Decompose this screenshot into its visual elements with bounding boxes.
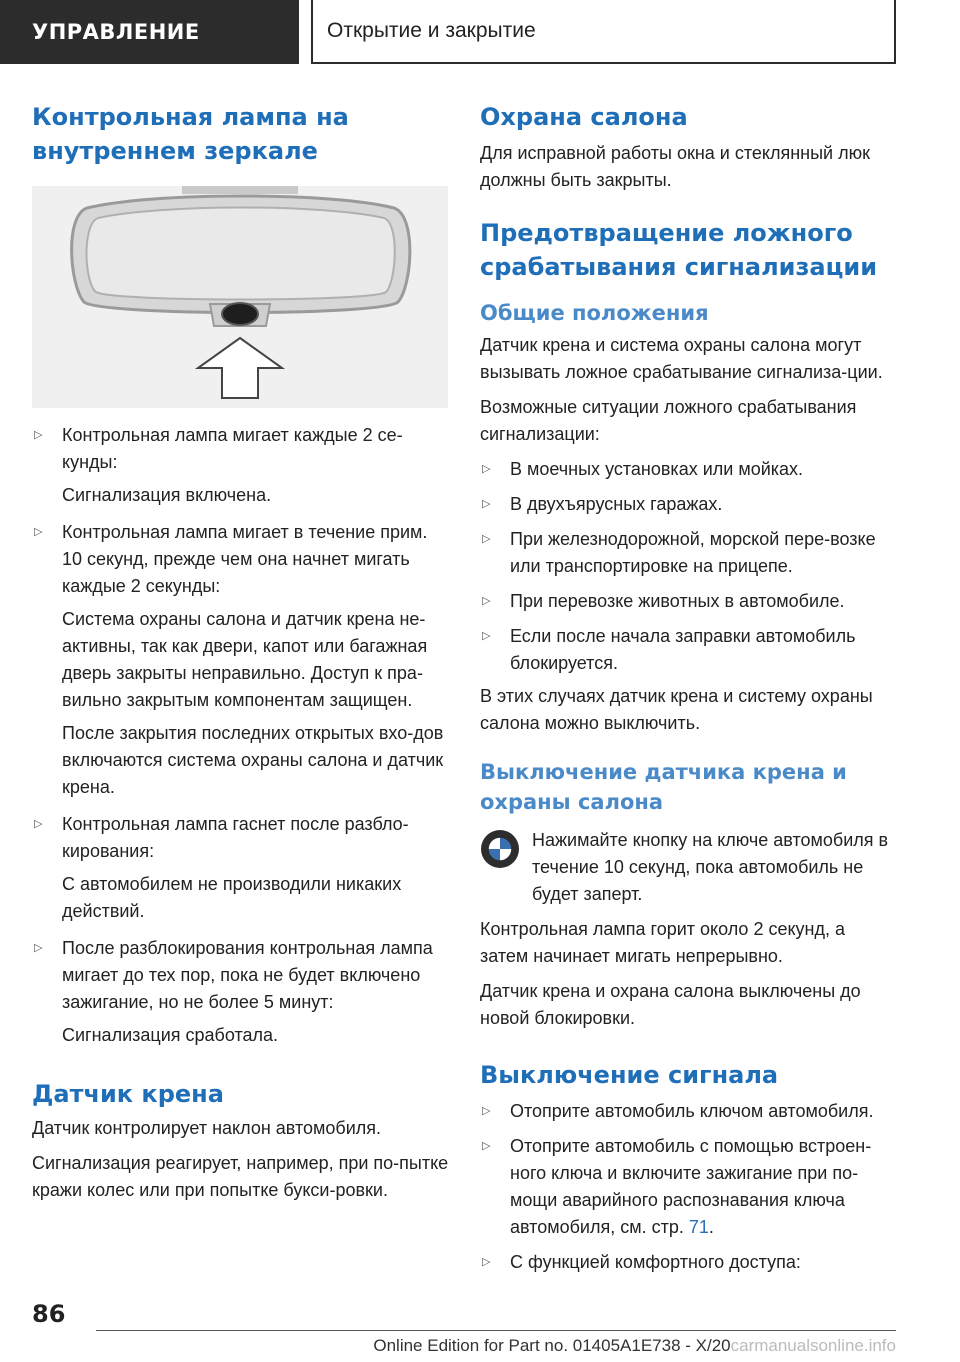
list-item: ▷ Отоприте автомобиль ключом автомобиля. xyxy=(480,1098,898,1125)
mirror-illustration xyxy=(32,186,448,408)
bullet-triangle-icon: ▷ xyxy=(482,1140,491,1152)
general-text: Возможные ситуации ложного срабатывания сигнализации: xyxy=(480,397,857,444)
tilt-sensor-text: Сигнализация реагирует, например, при по-пытке кражи колес или при попытке букси-ровки. xyxy=(32,1153,449,1200)
disable-sensor-heading: Выключение датчика крена и охраны салона xyxy=(480,760,847,814)
interior-protection-heading: Охрана салона xyxy=(480,103,688,131)
section-header: УПРАВЛЕНИЕ xyxy=(0,0,299,64)
disable-sensor-text: Контрольная лампа горит около 2 секунд, а затем начинает мигать непрерывно. xyxy=(480,919,846,966)
general-text: В этих случаях датчик крена и систему охраны салона можно выключить. xyxy=(480,686,873,733)
mirror-lamp-heading: Контрольная лампа на внутреннем зеркале xyxy=(32,103,349,165)
list-item: ▷ В двухъярусных гаражах. xyxy=(480,491,898,518)
list-item: ▷ С функцией комфортного доступа: xyxy=(480,1249,898,1276)
bullet-triangle-icon: ▷ xyxy=(34,818,43,830)
tilt-sensor-text: Датчик контролирует наклон автомобиля. xyxy=(32,1118,381,1138)
bullet-triangle-icon: ▷ xyxy=(482,463,491,475)
list-item: ▷ После разблокирования контрольная лампа мигает до тех пор, пока не будет включено зажигание, но не более 5 минут: xyxy=(32,935,450,1016)
bmw-key-icon xyxy=(480,829,520,869)
chapter-header xyxy=(311,0,896,64)
page-number: 86 xyxy=(32,1300,66,1328)
edition-text: Online Edition for Part no. 01405A1E738 - X/20 xyxy=(373,1336,731,1355)
key-button-instruction: Нажимайте кнопку на ключе автомобиля в течение 10 секунд, пока автомобиль не будет заперт. xyxy=(480,827,898,908)
rearview-mirror-image xyxy=(32,186,448,408)
left-column xyxy=(32,100,450,1204)
list-item: ▷ При перевозке животных в автомобиле. xyxy=(480,588,898,615)
bullet-triangle-icon: ▷ xyxy=(482,630,491,642)
page-reference-link[interactable]: 71 xyxy=(688,1217,709,1237)
right-column xyxy=(480,100,898,1276)
lamp-states-list: ▷ Контрольная лампа мигает каждые 2 се-кунды: Сигнализация включена. ▷ Контрольная лампа мигает в течение прим. 10 секунд, прежде чем она начнет мигать каждые 2 секунды: Система охраны салона и датчик крена не-активны, так как двери, капот или багажная дверь закрыты неправильно. Доступ к пра-вильно закрытым компонентам защищен. После закрытия последних открытых вхо-дов включаются система охраны салона и датчик крена. ▷ Контрольная лампа гаснет после разбло-кирования: С автомобилем не производили никаких действий. ▷ После разблокирования контрольная лампа мигает до тех пор, пока не будет включено зажигание, но не более 5 минут: Сигнализация сработала. xyxy=(32,422,450,1049)
bullet-triangle-icon: ▷ xyxy=(34,942,43,954)
bullet-triangle-icon: ▷ xyxy=(482,1105,491,1117)
disable-alarm-heading: Выключение сигнала xyxy=(480,1061,779,1089)
chapter-title: Открытие и закрытие xyxy=(327,19,536,42)
false-alarm-heading: Предотвращение ложного срабатывания сигнализации xyxy=(480,219,878,281)
disable-sensor-text: Датчик крена и охрана салона выключены до новой блокировки. xyxy=(480,981,861,1028)
list-item: ▷ Контрольная лампа мигает в течение прим. 10 секунд, прежде чем она начнет мигать каждые 2 секунды: xyxy=(32,519,450,600)
list-item: ▷ Контрольная лампа гаснет после разбло-кирования: xyxy=(32,811,450,865)
bullet-triangle-icon: ▷ xyxy=(34,429,43,441)
bullet-triangle-icon: ▷ xyxy=(34,526,43,538)
list-item: ▷ Отоприте автомобиль с помощью встроен-ного ключа и включите зажигание при по-мощи аварийного распознавания ключа автомобиля, см. стр. 71. xyxy=(480,1133,898,1241)
bullet-triangle-icon: ▷ xyxy=(482,1256,491,1268)
list-item: ▷ Если после начала заправки автомобиль блокируется. xyxy=(480,623,898,677)
footer-text xyxy=(373,1336,896,1356)
watermark-text: carmanualsonline.info xyxy=(730,1336,896,1355)
situations-list xyxy=(480,456,898,677)
bullet-triangle-icon: ▷ xyxy=(482,533,491,545)
list-item: ▷ В моечных установках или мойках. xyxy=(480,456,898,483)
general-heading: Общие положения xyxy=(480,301,709,325)
list-item: ▷ Контрольная лампа мигает каждые 2 се-кунды: xyxy=(32,422,450,476)
bullet-triangle-icon: ▷ xyxy=(482,498,491,510)
alarm-list xyxy=(480,1098,898,1276)
tilt-sensor-heading: Датчик крена xyxy=(32,1080,224,1108)
general-text: Датчик крена и система охраны салона могут вызывать ложное срабатывание сигнализа-ции. xyxy=(480,335,883,382)
footer-divider xyxy=(96,1330,896,1331)
interior-protection-text: Для исправной работы окна и стеклянный люк должны быть закрыты. xyxy=(480,143,870,190)
list-item: ▷ При железнодорожной, морской пере-возке или транспортировке на прицепе. xyxy=(480,526,898,580)
bullet-triangle-icon: ▷ xyxy=(482,595,491,607)
